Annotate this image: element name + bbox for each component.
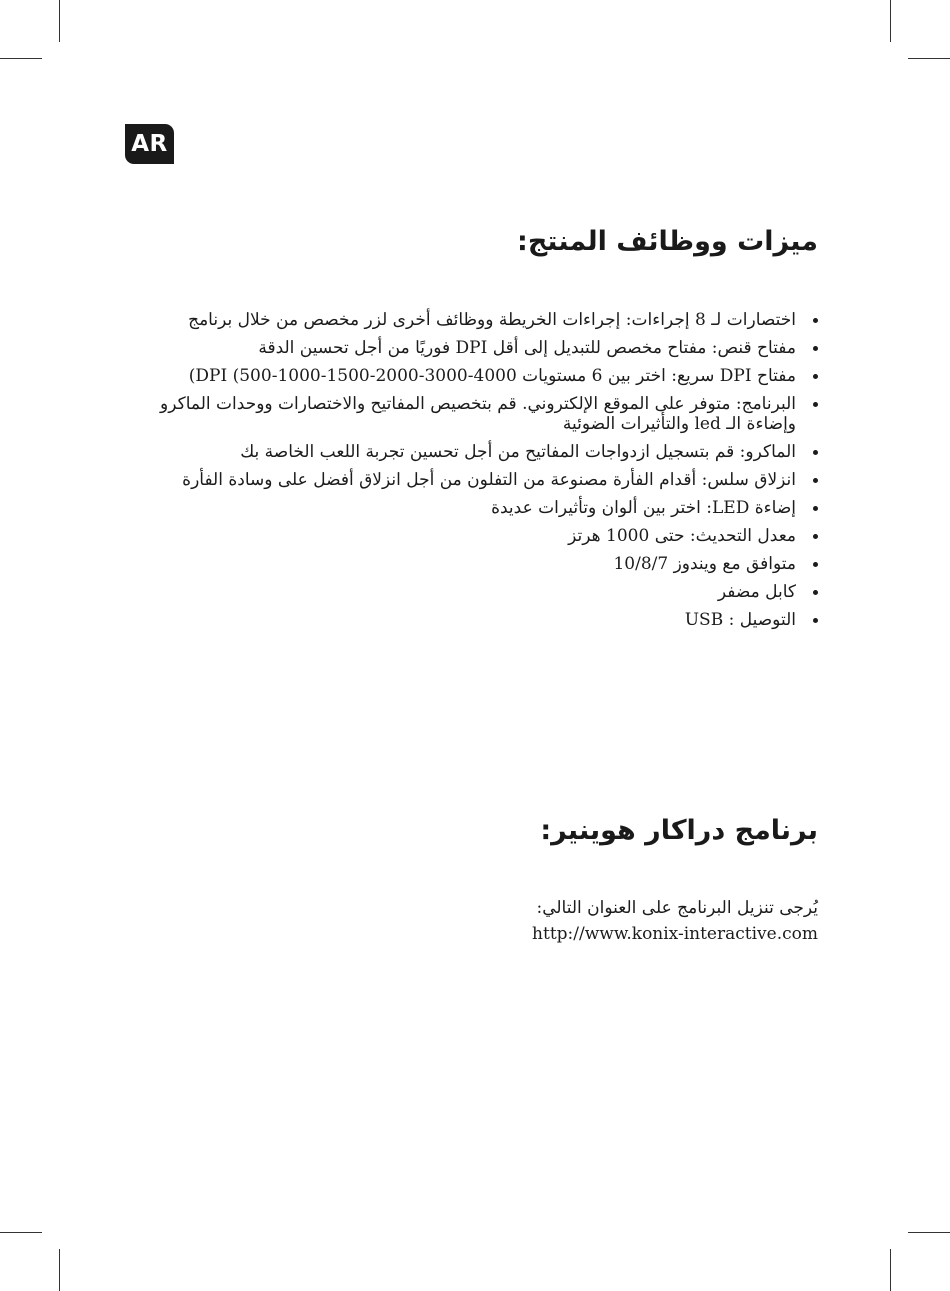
feature-item: إضاءة LED: اختر بين ألوان وتأثيرات عديدة [118, 498, 818, 518]
download-instruction: يُرجى تنزيل البرنامج على العنوان التالي: [536, 898, 818, 919]
crop-mark [59, 0, 60, 42]
crop-mark [0, 58, 42, 59]
feature-item: مفتاح DPI سريع: اختر بين 6 مستويات 4000-3000-2000-1500-1000-500) DPI) [118, 366, 818, 386]
feature-item: اختصارات لـ 8 إجراءات: إجراءات الخريطة ووظائف أخرى لزر مخصص من خلال برنامج [118, 310, 818, 330]
software-section [118, 815, 818, 947]
download-info [118, 895, 818, 947]
features-section [118, 226, 818, 638]
crop-mark [0, 1232, 42, 1233]
feature-item: الماكرو: قم بتسجيل ازدواجات المفاتيح من أجل تحسين تجربة اللعب الخاصة بك [118, 442, 818, 462]
feature-item: متوافق مع ويندوز 10/8/7 [118, 554, 818, 574]
feature-item: انزلاق سلس: أقدام الفأرة مصنوعة من التفلون من أجل انزلاق أفضل على وسادة الفأرة [118, 470, 818, 490]
feature-item: معدل التحديث: حتى 1000 هرتز [118, 526, 818, 546]
crop-mark [908, 1232, 950, 1233]
crop-mark [59, 1249, 60, 1291]
feature-item: كابل مضفر [118, 582, 818, 602]
download-url[interactable]: http://www.konix-interactive.com [532, 924, 818, 945]
crop-mark [890, 0, 891, 42]
crop-mark [908, 58, 950, 59]
feature-item: التوصيل : USB [118, 610, 818, 630]
features-heading: ميزات ووظائف المنتج: [517, 226, 818, 257]
software-heading: برنامج دراكار هوينير: [540, 815, 818, 846]
feature-item: البرنامج: متوفر على الموقع الإلكتروني. قم بتخصيص المفاتيح والاختصارات ووحدات الماكرو وإضاءة الـ led والتأثيرات الضوئية [118, 394, 818, 434]
crop-mark [890, 1249, 891, 1291]
feature-item: مفتاح قنص: مفتاح مخصص للتبديل إلى أقل DPI فوريًا من أجل تحسين الدقة [118, 338, 818, 358]
language-badge: AR [125, 124, 174, 164]
features-list [118, 310, 818, 630]
